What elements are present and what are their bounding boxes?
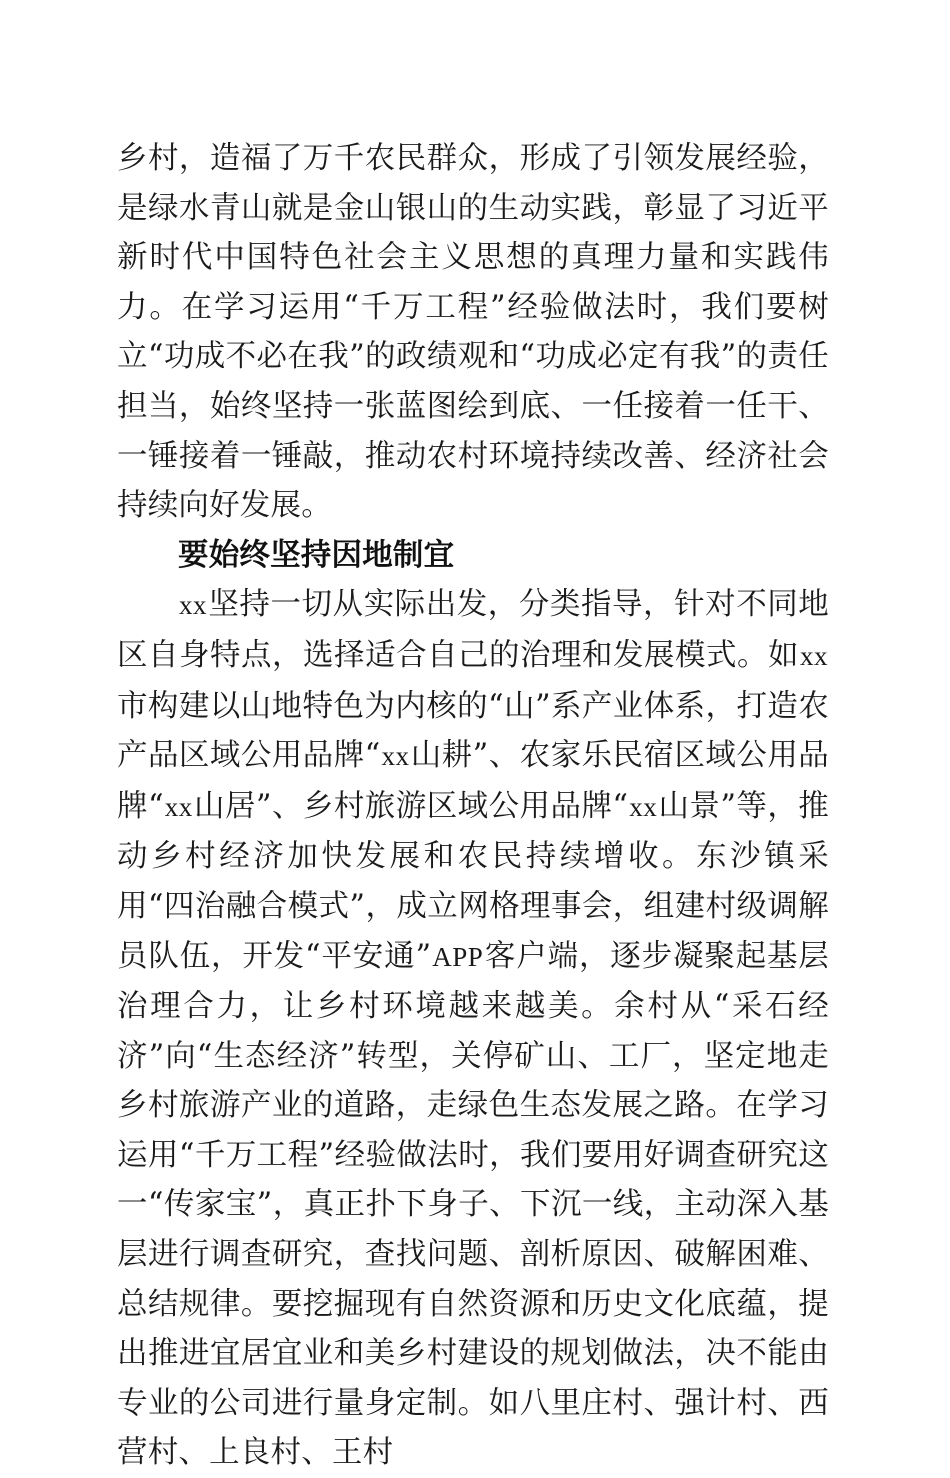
latin-run: xx	[381, 741, 410, 772]
latin-run: xx	[164, 791, 193, 822]
latin-run: APP	[432, 941, 484, 972]
latin-run: xx	[629, 791, 658, 822]
latin-run: xx	[800, 640, 828, 671]
paragraph-opening: 乡村，造福了万千农民群众，形成了引领发展经验，是绿水青山就是金山银山的生动实践，彰显了习近平新时代中国特色社会主义思想的真理力量和实践伟力。在学习运用“千万工程”经验做法时，我们要树立“功成不必在我”的政绩观和“功成必定有我”的责任担当，始终坚持一张蓝图绘到底、一任接着一任干、一锤接着一锤敲，推动农村环境持续改善、经济社会持续向好发展。	[117, 141, 829, 524]
paragraph-body: xx坚持一切从实际出发，分类指导，针对不同地区自身特点，选择适合自己的治理和发展模式。如xx市构建以山地特色为内核的“山”系产业体系，打造农产品区域公用品牌“xx山耕”、农家乐民宿区域公用品牌“xx山居”、乡村旅游区域公用品牌“xx山景”等，推动乡村经济加快发展和农民持续增收。东沙镇采用“四治融合模式”，成立网格理事会，组建村级调解员队伍，开发“平安通”APP客户端，逐步凝聚起基层治理合力，让乡村环境越来越美。余村从“采石经济”向“生态经济”转型，关停矿山、工厂，坚定地走乡村旅游产业的道路，走绿色生态发展之路。在学习运用“千万工程”经验做法时，我们要用好调查研究这一“传家宝”，真正扑下身子、下沉一线，主动深入基层进行调查研究，查找问题、剖析原因、破解困难、总结规律。要挖掘现有自然资源和历史文化底蕴，提出推进宜居宜业和美乡村建设的规划做法，决不能由专业的公司进行量身定制。如八里庄村、强计村、西营村、上良村、王村	[117, 587, 830, 1471]
section-heading-因地制宜: 要始终坚持因地制宜	[178, 536, 455, 573]
latin-run: xx	[179, 590, 207, 621]
document-body	[117, 134, 829, 1478]
